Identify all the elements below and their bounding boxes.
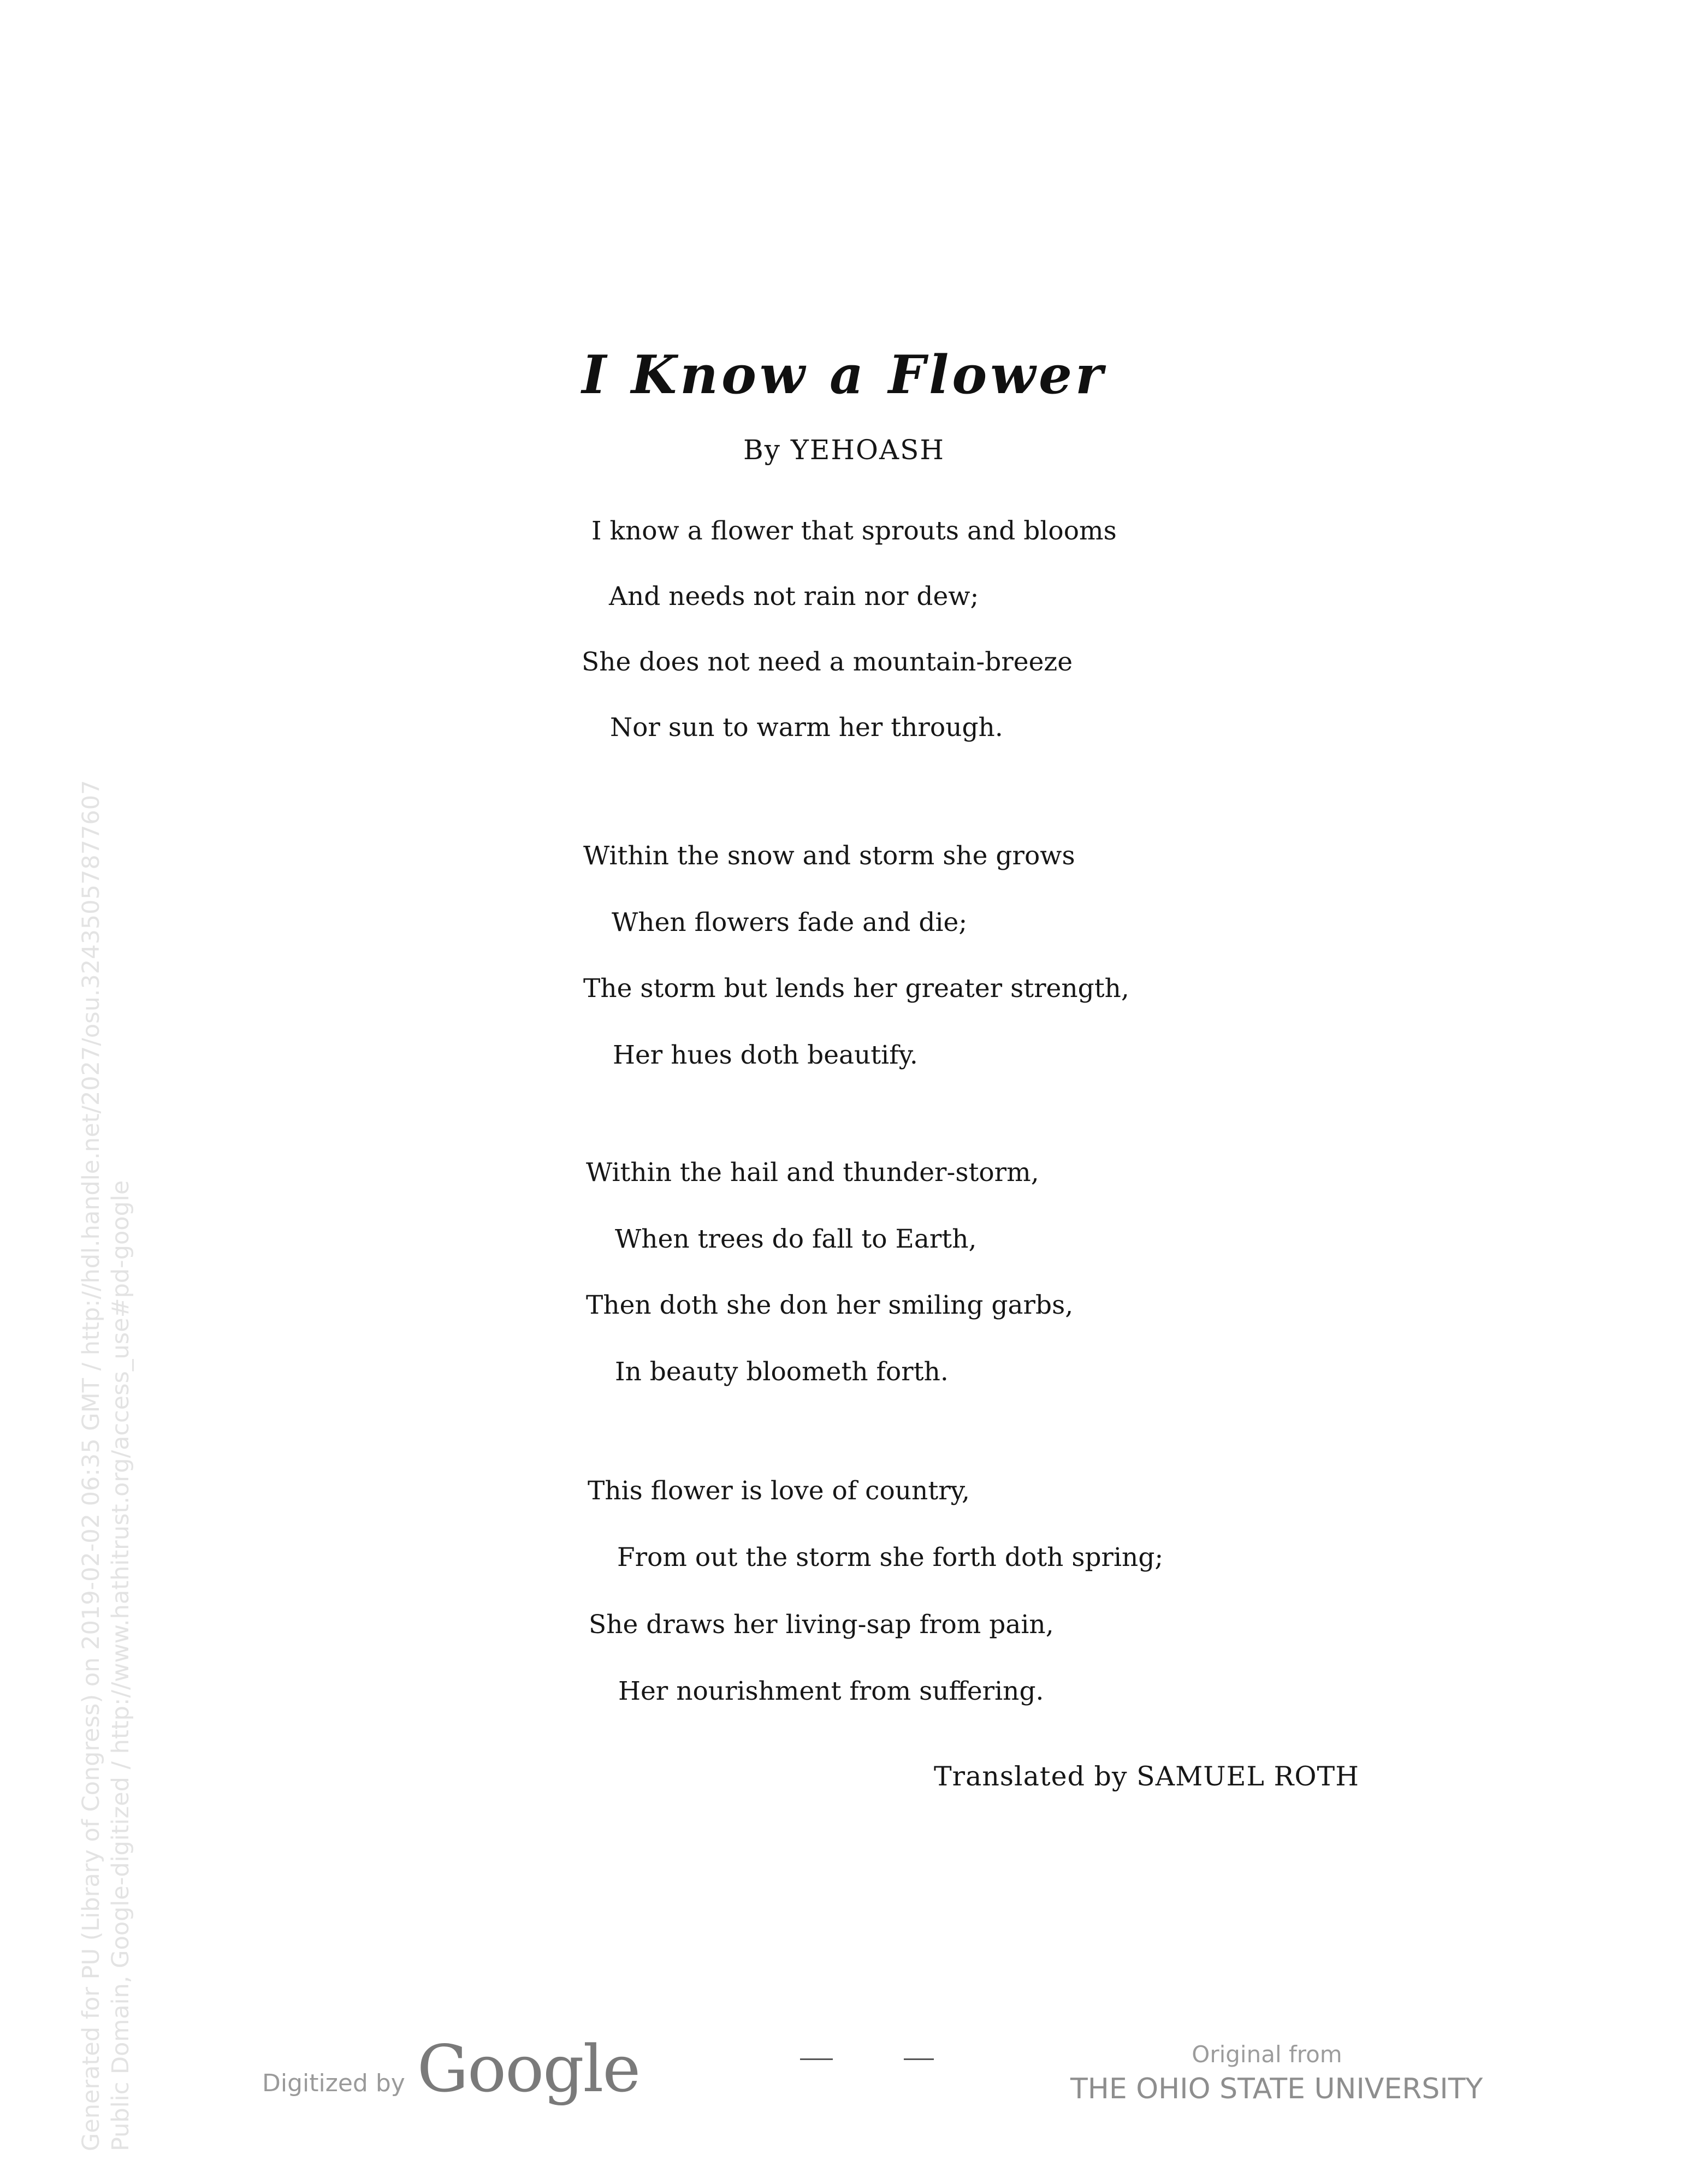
digitized-by-google	[262, 2031, 639, 2106]
poem-line: Then doth she don her smiling garbs,	[586, 1290, 1074, 1320]
original-from-label: Original from	[1192, 2041, 1342, 2068]
poem-line: The storm but lends her greater strength,	[583, 974, 1129, 1004]
digitized-label: Digitized by	[262, 2069, 405, 2097]
poem-line: She draws her living-sap from pain,	[589, 1610, 1054, 1640]
watermark-line-rights: Public Domain, Google-digitized / http://www.hathitrust.org/access_use#pd-google	[107, 1180, 134, 2151]
divider-dash	[904, 2058, 934, 2060]
poem-line: From out the storm she forth doth spring;	[617, 1542, 1164, 1572]
poem-line: Her nourishment from suffering.	[618, 1676, 1044, 1706]
poem-line: When flowers fade and die;	[612, 907, 968, 937]
poem-line: When trees do fall to Earth,	[615, 1224, 977, 1254]
poem-line: Within the snow and storm she grows	[583, 841, 1075, 871]
poem-title: I Know a Flower	[582, 344, 1106, 406]
poem-line: Within the hail and thunder-storm,	[586, 1158, 1039, 1188]
poem-line: In beauty bloometh forth.	[615, 1357, 949, 1387]
divider-dash	[800, 2058, 833, 2060]
author-byline: By YEHOASH	[743, 434, 945, 466]
access-watermark	[76, 780, 135, 2151]
poem-line: This flower is love of country,	[588, 1476, 970, 1506]
poem-line: I know a flower that sprouts and blooms	[591, 516, 1117, 546]
original-source	[1070, 2039, 1483, 2108]
watermark-line-generated: Generated for PU (Library of Congress) on 2019-02-02 06:35 GMT / http://hdl.handle.net/2027/osu.32435057877607	[78, 780, 105, 2151]
university-name: THE OHIO STATE UNIVERSITY	[1070, 2073, 1483, 2105]
poem-line: Nor sun to warm her through.	[610, 713, 1003, 743]
poem-line: And needs not rain nor dew;	[609, 581, 979, 612]
poem-line: Her hues doth beautify.	[613, 1040, 918, 1070]
google-logo: Google	[417, 2031, 640, 2106]
poem-line: She does not need a mountain-breeze	[582, 647, 1073, 677]
translator-credit: Translated by SAMUEL ROTH	[934, 1761, 1359, 1792]
